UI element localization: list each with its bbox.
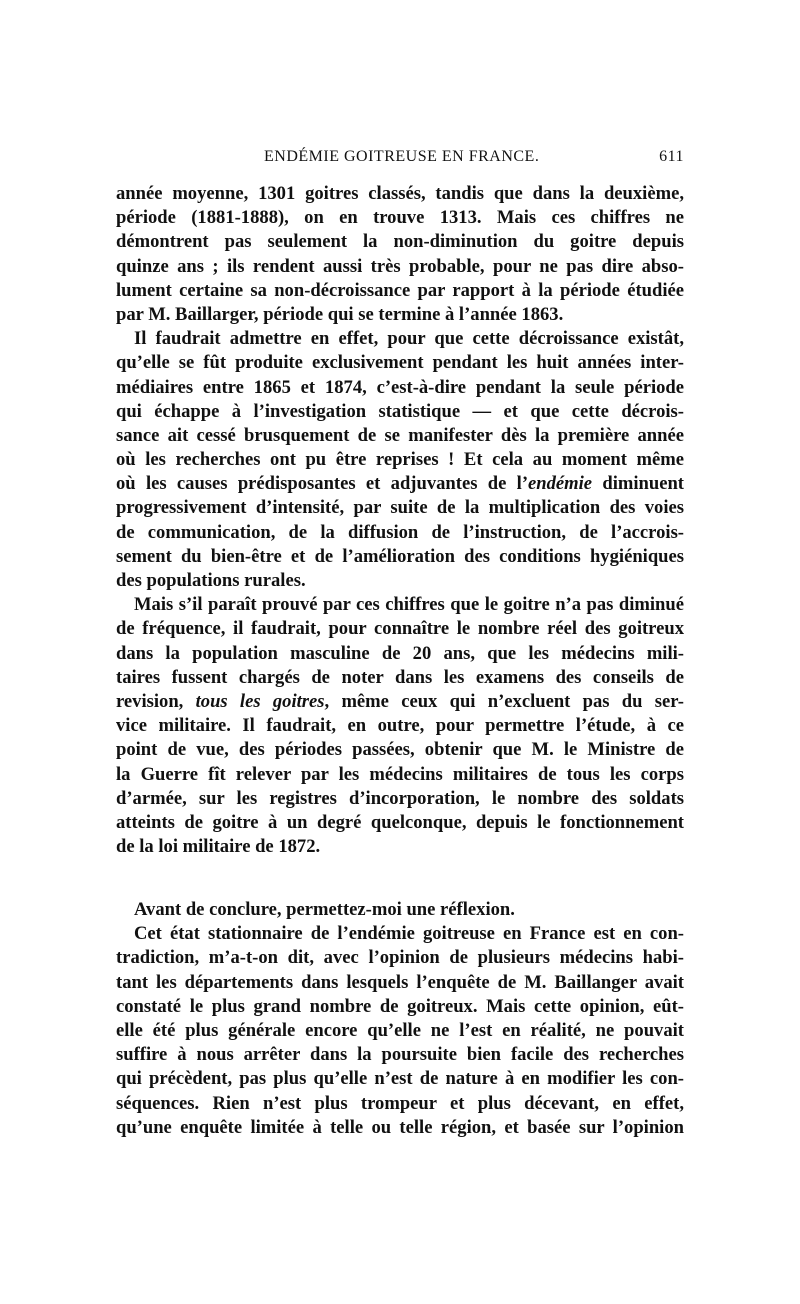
text-line: médiaires entre 1865 et 1874, c’est-à-dire pendant la seule période bbox=[116, 376, 684, 398]
text-line: qui échappe à l’investigation statistique — et que cette décrois- bbox=[116, 400, 684, 422]
text-line: la Guerre fît relever par les médecins militaires de tous les corps bbox=[116, 763, 684, 785]
text-line: Avant de conclure, permettez-moi une réflexion. bbox=[134, 899, 515, 920]
text-line: Cet état stationnaire de l’endémie goitreuse en France est en con- bbox=[134, 923, 684, 945]
text-block-1 bbox=[116, 182, 684, 859]
text-run: où les causes prédisposantes et adjuvantes de l’ bbox=[116, 473, 529, 495]
text-line: par M. Baillarger, période qui se termine à l’année 1863. bbox=[116, 303, 564, 325]
text-line: tant les départements dans lesquels l’enquête de M. Baillanger avait bbox=[116, 971, 684, 993]
text-line: qui précèdent, pas plus qu’elle n’est de nature à en modifier les con- bbox=[116, 1068, 684, 1090]
running-title: ENDÉMIE GOITREUSE EN FRANCE. bbox=[264, 148, 540, 165]
text-run: diminuent bbox=[592, 473, 684, 495]
text-line: de communication, de la diffusion de l’instruction, de l’accrois- bbox=[116, 521, 684, 543]
text-line: d’armée, sur les registres d’incorporation, le nombre des soldats bbox=[116, 787, 684, 809]
text-line: qu’une enquête limitée à telle ou telle région, et basée sur l’opinion bbox=[116, 1116, 684, 1138]
text-line: tradiction, m’a-t-on dit, avec l’opinion de plusieurs médecins habi- bbox=[116, 947, 684, 969]
text-line: où les recherches ont pu être reprises ! Et cela au moment même bbox=[116, 449, 684, 471]
text-line bbox=[116, 472, 684, 496]
text-line: suffire à nous arrêter dans la poursuite bien facile des recherches bbox=[116, 1044, 684, 1066]
text-line: année moyenne, 1301 goitres classés, tandis que dans la deuxième, bbox=[116, 183, 684, 204]
text-block-2 bbox=[116, 898, 684, 1140]
text-line: taires fussent chargés de noter dans les examens des conseils de bbox=[116, 666, 684, 688]
page-number: 611 bbox=[659, 148, 684, 165]
text-line: progressivement d’intensité, par suite de la multiplication des voies bbox=[116, 497, 684, 519]
text-line: elle été plus générale encore qu’elle ne l’est en réalité, ne pouvait bbox=[116, 1019, 684, 1041]
text-line: période (1881-1888), on en trouve 1313. Mais ces chiffres ne bbox=[116, 207, 684, 229]
text-line: dans la population masculine de 20 ans, que les médecins mili- bbox=[116, 642, 684, 664]
running-header bbox=[116, 148, 684, 172]
text-line: Il faudrait admettre en effet, pour que cette décroissance existât, bbox=[134, 328, 684, 350]
text-line: Mais s’il paraît prouvé par ces chiffres que le goitre n’a pas diminué bbox=[134, 594, 684, 616]
text-line: point de vue, des périodes passées, obtenir que M. le Ministre de bbox=[116, 739, 684, 761]
italic-term: endémie bbox=[528, 473, 593, 495]
text-run: revision, bbox=[116, 690, 196, 712]
text-line: vice militaire. Il faudrait, en outre, pour permettre l’étude, à ce bbox=[116, 715, 684, 737]
text-line: constaté le plus grand nombre de goitreux. Mais cette opinion, eût- bbox=[116, 995, 684, 1017]
text-line: démontrent pas seulement la non-diminution du goitre depuis bbox=[116, 231, 684, 253]
text-line: séquences. Rien n’est plus trompeur et plus décevant, en effet, bbox=[116, 1092, 684, 1114]
text-line: qu’elle se fût produite exclusivement pendant les huit années inter- bbox=[116, 352, 684, 374]
text-line: sement du bien-être et de l’amélioration des conditions hygiéniques bbox=[116, 545, 684, 567]
text-line: de fréquence, il faudrait, pour connaître le nombre réel des goitreux bbox=[116, 618, 684, 640]
text-run: , même ceux qui n’excluent pas du ser- bbox=[324, 690, 684, 712]
text-line bbox=[116, 690, 684, 714]
text-line: des populations rurales. bbox=[116, 570, 306, 591]
text-line: lument certaine sa non-décroissance par rapport à la période étudiée bbox=[116, 279, 684, 301]
text-line: de la loi militaire de 1872. bbox=[116, 836, 321, 858]
italic-term: tous les goitres bbox=[195, 690, 325, 712]
text-line: sance ait cessé brusquement de se manifester dès la première année bbox=[116, 424, 684, 446]
text-line: quinze ans ; ils rendent aussi très probable, pour ne pas dire abso- bbox=[116, 255, 684, 277]
text-line: atteints de goitre à un degré quelconque, depuis le fonctionnement bbox=[116, 811, 684, 833]
